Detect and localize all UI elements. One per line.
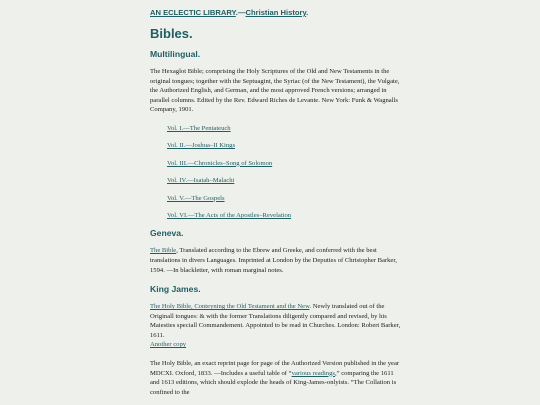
another-copy-link[interactable]: Another copy: [150, 341, 187, 349]
breadcrumb-root-link[interactable]: AN ECLECTIC LIBRARY: [150, 8, 236, 17]
breadcrumb: [150, 8, 402, 17]
volume-item: [167, 176, 402, 186]
geneva-bible-link[interactable]: The Bible: [150, 247, 177, 255]
volume-item: [167, 211, 402, 221]
volume-item: [167, 124, 402, 134]
breadcrumb-separator: .—: [235, 8, 246, 17]
volume-link-5[interactable]: Vol. V.—The Gospels: [167, 194, 225, 202]
geneva-description: , Translated according to the Ebrew and Greeke, and conferred with the best translations in divers Languages. Imprinted at London by the Deputies of Christopher Barker, 1594. —In blackletter, with roman marginal notes.: [150, 247, 397, 274]
king-james-entry: [150, 302, 402, 350]
volume-link-4[interactable]: Vol. IV.—Isaiah–Malachi: [167, 177, 235, 185]
king-james-1611-link[interactable]: The Holy Bible, Conteyning the Old Testament and the New: [150, 303, 310, 311]
various-readings-link[interactable]: various readings: [291, 369, 335, 377]
volume-link-2[interactable]: Vol. II.—Joshua–II Kings: [167, 142, 236, 150]
oxford-reprint-text: The Holy Bible, an exact reprint page for page of the Authorized Version published in the year MDCXI. Oxford, 1833. —Includes a useful table of “: [150, 360, 400, 377]
king-james-heading: King James.: [150, 284, 201, 295]
breadcrumb-section-link[interactable]: Christian History: [245, 8, 307, 17]
volume-link-3[interactable]: Vol. III.—Chronicles–Song of Solomon: [167, 159, 273, 167]
oxford-reprint-entry: [150, 359, 402, 397]
page-content: [150, 8, 402, 397]
volume-item: [167, 194, 402, 204]
multilingual-heading: Multilingual.: [150, 49, 201, 59]
volume-list: [167, 124, 402, 221]
volume-item: [167, 141, 402, 151]
volume-link-6[interactable]: Vol. VI.—The Acts of the Apostles–Revelation: [167, 211, 292, 219]
oxford-reprint-text-end: ,” comparing the 1611 and 1613 editions, which should explode the heads of King-James-onlyists. “The Collation is confined to the: [150, 369, 397, 396]
geneva-heading: Geneva.: [150, 228, 184, 239]
king-james-description: . Newly translated out of the Originall tongues: & with the former Translations diligently compared and revised, by his Maiesties speciall Commandement. Appointed to be read in Churches. London: Robert Barker, 1611.: [150, 303, 401, 339]
breadcrumb-end: .: [306, 8, 309, 17]
volume-link-1[interactable]: Vol. I.—The Pentateuch: [167, 124, 231, 132]
geneva-entry: [150, 246, 402, 275]
hexaglot-description: The Hexaglot Bible; comprising the Holy Scriptures of the Old and New Testaments in the original tongues; together with the Septuagint, the Syriac (of the New Testament), the Vulgate, the Authorized English, and German, and the most approved French versions; arranged in parallel columns. Edited by the Rev. Edward Riches de Levante. New York: Funk & Wagnalls Company, 1901.: [150, 68, 400, 114]
volume-item: [167, 159, 402, 169]
page-title: Bibles.: [150, 26, 193, 41]
